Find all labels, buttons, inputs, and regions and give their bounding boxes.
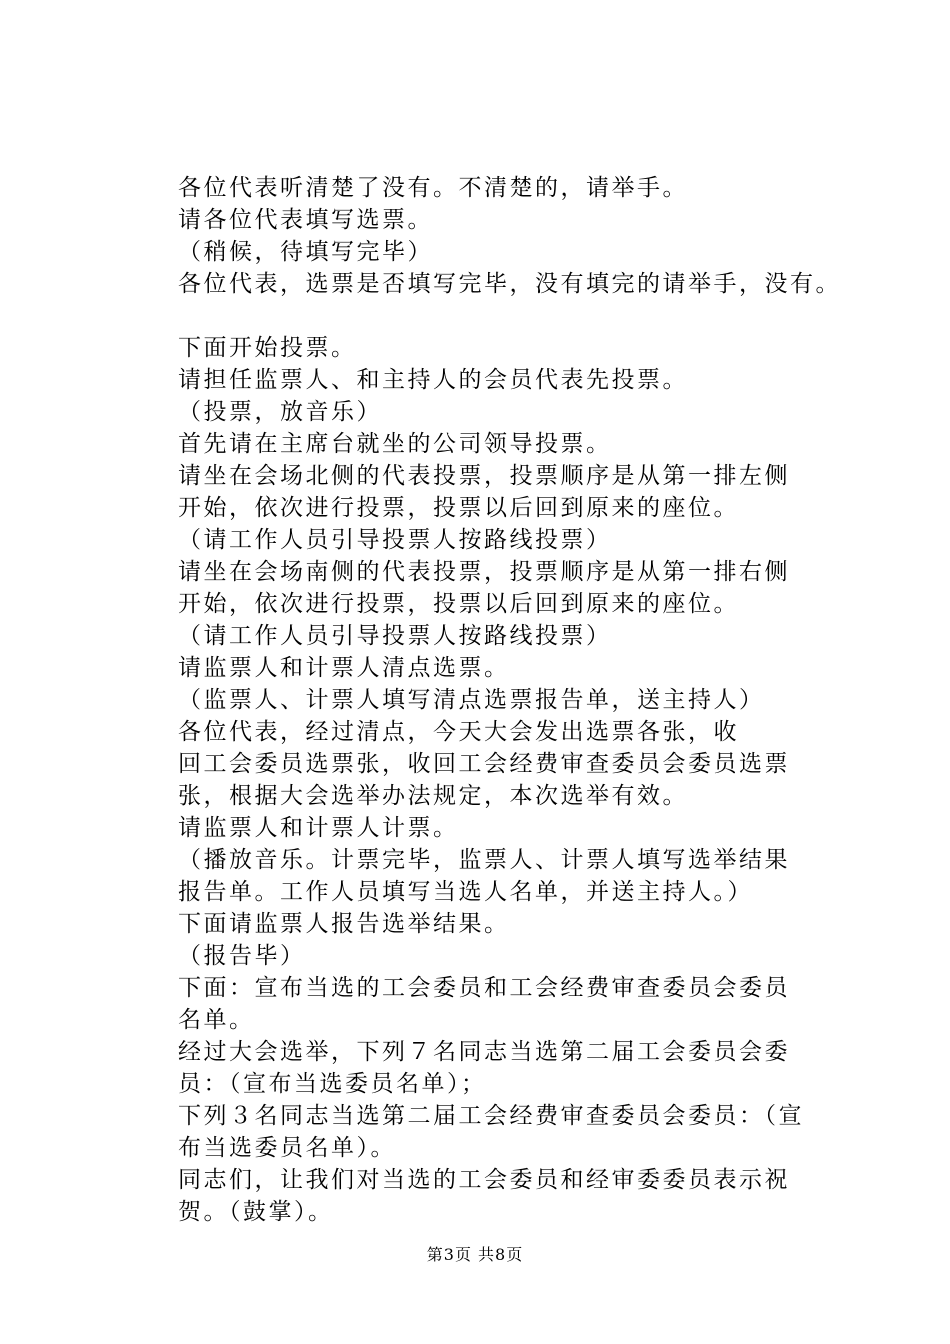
text-line: 开始，依次进行投票，投票以后回到原来的座位。: [178, 495, 739, 521]
text-line: （请工作人员引导投票人按路线投票）: [178, 527, 612, 553]
document-body: [178, 172, 878, 1228]
text-line: 张，根据大会选举办法规定，本次选举有效。: [178, 783, 688, 809]
text-line: 经过大会选举，下列７名同志当选第二届工会委员会委: [178, 1039, 790, 1065]
text-line: 请监票人和计票人计票。: [178, 815, 459, 841]
text-line: （请工作人员引导投票人按路线投票）: [178, 623, 612, 649]
text-line: 下面：宣布当选的工会委员和工会经费审查委员会委员: [178, 975, 790, 1001]
page-footer: [0, 1244, 950, 1266]
text-line: 首先请在主席台就坐的公司领导投票。: [178, 431, 612, 457]
text-line: 同志们，让我们对当选的工会委员和经审委委员表示祝: [178, 1167, 790, 1193]
text-line: 请坐在会场南侧的代表投票，投票顺序是从第一排右侧: [178, 559, 790, 585]
text-line: 员：（宣布当选委员名单）；: [178, 1071, 487, 1097]
text-line: （播放音乐。计票完毕，监票人、计票人填写选举结果: [178, 847, 790, 873]
text-line: 开始，依次进行投票，投票以后回到原来的座位。: [178, 591, 739, 617]
text-line: 各位代表，选票是否填写完毕，没有填完的请举手，没有。: [178, 271, 841, 297]
text-line: 名单。: [178, 1007, 255, 1033]
text-line: 回工会委员选票张，收回工会经费审查委员会委员选票: [178, 751, 790, 777]
text-line: 请监票人和计票人清点选票。: [178, 655, 510, 681]
blank-line: [178, 300, 878, 332]
text-line: 下面开始投票。: [178, 335, 357, 361]
text-line: 报告单。工作人员填写当选人名单，并送主持人。）: [178, 879, 753, 905]
text-line: （监票人、计票人填写清点选票报告单，送主持人）: [178, 687, 765, 713]
text-line: 下面请监票人报告选举结果。: [178, 911, 510, 937]
text-line: （报告毕）: [178, 943, 306, 969]
page-number-label: 第3页 共8页: [426, 1245, 524, 1264]
text-line: 下列３名同志当选第二届工会经费审查委员会委员：（宣: [178, 1103, 804, 1129]
text-line: 请担任监票人、和主持人的会员代表先投票。: [178, 367, 688, 393]
text-line: 各位代表听清楚了没有。不清楚的，请举手。: [178, 175, 688, 201]
text-line: 各位代表，经过清点，今天大会发出选票各张，收: [178, 719, 739, 745]
text-line: （稍候，待填写完毕）: [178, 239, 433, 265]
text-line: 请坐在会场北侧的代表投票，投票顺序是从第一排左侧: [178, 463, 790, 489]
text-line: 布当选委员名单）。: [178, 1135, 396, 1161]
text-line: 贺。（鼓掌）。: [178, 1199, 334, 1225]
text-line: 请各位代表填写选票。: [178, 207, 433, 233]
text-line: （投票，放音乐）: [178, 399, 382, 425]
